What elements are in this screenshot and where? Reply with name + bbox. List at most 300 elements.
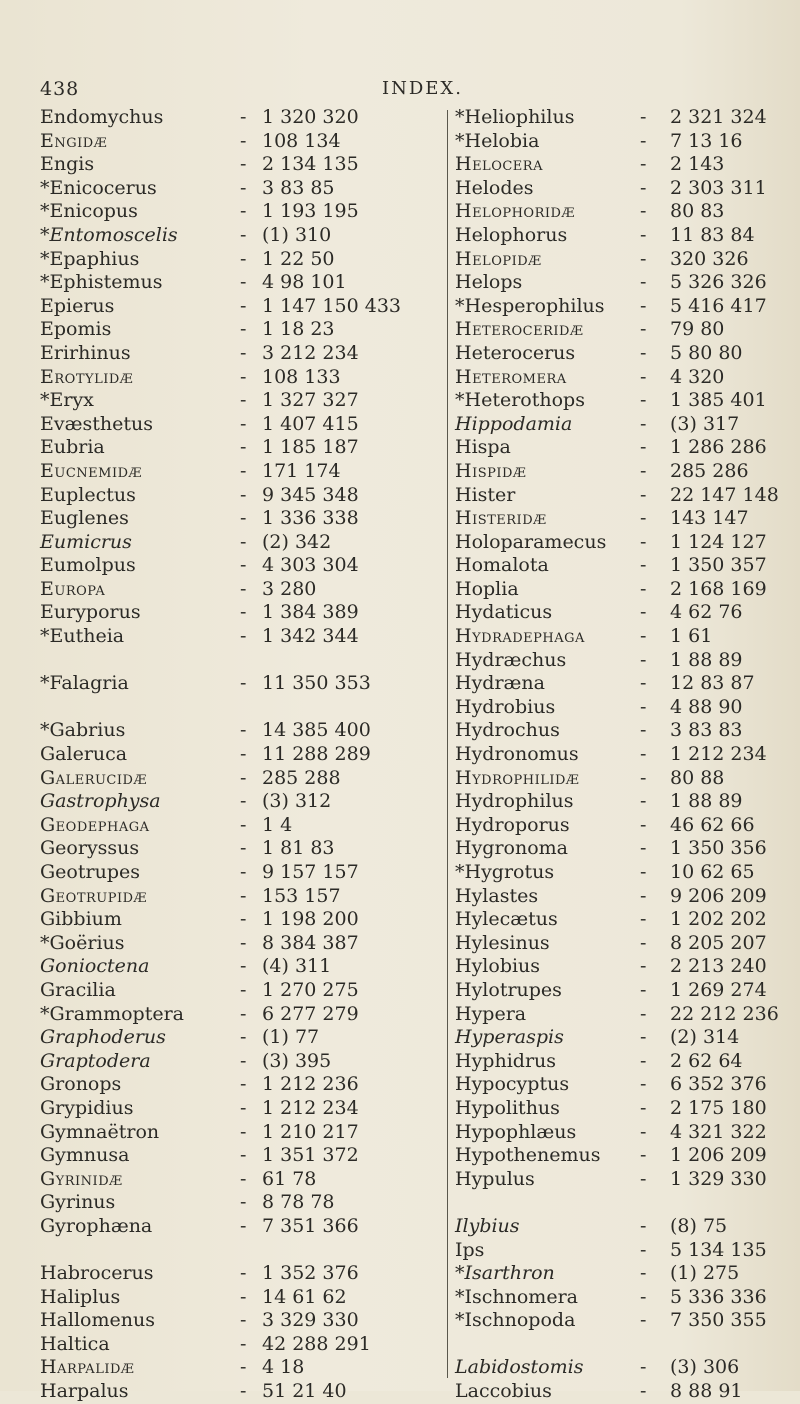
entry-name: *Hygrotus (455, 861, 555, 883)
index-entry (40, 1309, 440, 1333)
entry-references: 6 277 279 (262, 1002, 359, 1025)
leader-dash: - (640, 341, 647, 364)
leader-dash: - (240, 743, 247, 766)
leader-dash: - (640, 837, 647, 860)
index-entry (40, 1168, 440, 1192)
leader-dash: - (240, 625, 247, 648)
leader-dash: - (640, 790, 647, 813)
entry-name: Hyperaspis (455, 1026, 564, 1049)
entry-references: 1 212 234 (262, 1096, 359, 1119)
leader-dash: - (640, 1026, 647, 1049)
entry-name: Galeruca (40, 743, 128, 766)
entry-name: Hister (455, 483, 516, 506)
index-entry (40, 1144, 440, 1168)
entry-name: Gymnaëtron (40, 1120, 160, 1143)
index-entry (455, 932, 795, 956)
index-entry (455, 578, 795, 602)
index-entry (455, 318, 795, 342)
index-entry (40, 224, 440, 248)
leader-dash: - (640, 601, 647, 624)
index-entry (455, 672, 795, 696)
entry-references: 2 213 240 (670, 955, 767, 978)
index-entry (455, 531, 795, 555)
entry-references: 3 83 85 (262, 176, 335, 199)
leader-dash: - (640, 1120, 647, 1143)
leader-dash: - (240, 153, 247, 176)
leader-dash: - (640, 908, 647, 931)
entry-name: Harpalus (40, 1380, 129, 1403)
entry-references: 1 124 127 (670, 530, 767, 553)
leader-dash: - (640, 483, 647, 506)
leader-dash: - (640, 861, 647, 883)
entry-references: 12 83 87 (670, 672, 755, 695)
index-entry (455, 861, 795, 885)
index-entry (455, 1168, 795, 1192)
index-entry (40, 106, 440, 130)
leader-dash: - (240, 106, 247, 128)
entry-references: 1 61 (670, 625, 713, 648)
entry-references: 1 18 23 (262, 318, 335, 341)
entry-name: Graptodera (40, 1049, 151, 1072)
leader-dash: - (640, 200, 647, 223)
leader-dash: - (640, 271, 647, 294)
entry-references: 108 134 (262, 129, 341, 152)
entry-name: Hypolithus (455, 1096, 560, 1119)
entry-references: 1 88 89 (670, 790, 743, 813)
index-entry (40, 1003, 440, 1027)
entry-references: 6 352 376 (670, 1073, 767, 1096)
leader-dash: - (640, 436, 647, 459)
entry-name: Hydronomus (455, 743, 579, 766)
entry-references: 171 174 (262, 459, 341, 482)
index-entry (455, 389, 795, 413)
leader-dash: - (240, 271, 247, 294)
leader-dash: - (640, 1049, 647, 1072)
entry-references: 5 326 326 (670, 271, 767, 294)
entry-references: 2 62 64 (670, 1049, 743, 1072)
entry-references: 1 212 234 (670, 743, 767, 766)
index-entry (455, 295, 795, 319)
entry-references: 153 157 (262, 884, 341, 907)
index-entry (40, 1191, 440, 1215)
index-entry (40, 248, 440, 272)
entry-name: Helodes (455, 176, 534, 199)
entry-references: 4 321 322 (670, 1120, 767, 1143)
entry-name: *Helobia (455, 129, 540, 152)
entry-references: 3 329 330 (262, 1309, 359, 1332)
leader-dash: - (240, 1380, 247, 1403)
leader-dash: - (640, 743, 647, 766)
entry-references: 2 168 169 (670, 577, 767, 600)
entry-references: 8 384 387 (262, 931, 359, 954)
entry-references: 1 81 83 (262, 837, 335, 860)
index-entry (40, 814, 440, 838)
leader-dash: - (640, 1002, 647, 1025)
index-entry (455, 814, 795, 838)
leader-dash: - (640, 129, 647, 152)
entry-name: Gastrophysa (40, 790, 161, 813)
entry-name: Hypophlæus (455, 1120, 577, 1143)
entry-name: *Ischnopoda (455, 1309, 576, 1332)
entry-references: 1 329 330 (670, 1167, 767, 1190)
entry-name: Hispa (455, 436, 511, 459)
page-title: INDEX. (382, 78, 463, 99)
entry-references: 1 22 50 (262, 247, 335, 270)
entry-references: 1 384 389 (262, 601, 359, 624)
entry-name: Ips (455, 1238, 485, 1261)
index-entry (40, 1239, 440, 1263)
index-entry (455, 696, 795, 720)
leader-dash: - (240, 389, 247, 412)
leader-dash: - (640, 153, 647, 176)
entry-references: 2 175 180 (670, 1096, 767, 1119)
entry-references: (1) 77 (262, 1026, 320, 1049)
entry-name: Engis (40, 153, 95, 176)
entry-references: 1 350 357 (670, 554, 767, 577)
entry-references: (3) 306 (670, 1356, 740, 1379)
leader-dash: - (640, 648, 647, 671)
leader-dash: - (240, 1144, 247, 1167)
entry-references: 1 210 217 (262, 1120, 359, 1143)
leader-dash: - (240, 223, 247, 246)
index-entry (455, 767, 795, 791)
leader-dash: - (640, 1380, 647, 1403)
index-entry (40, 531, 440, 555)
entry-references: 9 206 209 (670, 884, 767, 907)
entry-name: Gronops (40, 1073, 122, 1096)
entry-name: Geotrupidæ (40, 884, 148, 907)
entry-references: 42 288 291 (262, 1332, 371, 1355)
index-entry (40, 1073, 440, 1097)
entry-name: *Grammoptera (40, 1002, 185, 1025)
entry-references: 1 202 202 (670, 908, 767, 931)
index-entry (455, 1286, 795, 1310)
leader-dash: - (640, 813, 647, 836)
entry-name: Hydrophilus (455, 790, 574, 813)
entry-references: 320 326 (670, 247, 749, 270)
entry-name: *Heliophilus (455, 106, 575, 128)
entry-name: *Enicopus (40, 200, 138, 223)
entry-references: (2) 342 (262, 530, 332, 553)
entry-references: 7 350 355 (670, 1309, 767, 1332)
entry-references: 4 62 76 (670, 601, 743, 624)
leader-dash: - (240, 1285, 247, 1308)
entry-references: 1 270 275 (262, 978, 359, 1001)
entry-name: Hydrochus (455, 719, 560, 742)
entry-references: 9 157 157 (262, 861, 359, 883)
index-entry (455, 554, 795, 578)
leader-dash: - (240, 554, 247, 577)
entry-references: 4 320 (670, 365, 725, 388)
leader-dash: - (240, 436, 247, 459)
index-entry (40, 1097, 440, 1121)
entry-references: 8 88 91 (670, 1380, 743, 1403)
entry-name: Georyssus (40, 837, 140, 860)
entry-name: Heterocerus (455, 341, 576, 364)
leader-dash: - (640, 1285, 647, 1308)
index-entry (455, 1003, 795, 1027)
leader-dash: - (640, 1238, 647, 1261)
entry-references: 1 198 200 (262, 908, 359, 931)
leader-dash: - (640, 1096, 647, 1119)
leader-dash: - (240, 1191, 247, 1214)
index-entry (455, 908, 795, 932)
entry-references: 2 134 135 (262, 153, 359, 176)
entry-references: 2 321 324 (670, 106, 767, 128)
leader-dash: - (240, 459, 247, 482)
leader-dash: - (240, 341, 247, 364)
entry-references: (3) 317 (670, 412, 740, 435)
entry-name: Euglenes (40, 507, 129, 530)
entry-references: 3 83 83 (670, 719, 743, 742)
leader-dash: - (240, 247, 247, 270)
entry-references: 3 280 (262, 577, 317, 600)
page-header (0, 78, 800, 108)
entry-name: Hylecætus (455, 908, 558, 931)
index-entry (455, 1309, 795, 1333)
entry-name: Euryporus (40, 601, 141, 624)
entry-references: 1 336 338 (262, 507, 359, 530)
entry-references: 5 336 336 (670, 1285, 767, 1308)
leader-dash: - (240, 1332, 247, 1355)
entry-references: 11 83 84 (670, 223, 755, 246)
leader-dash: - (240, 1073, 247, 1096)
index-entry (455, 1380, 795, 1404)
entry-references: 79 80 (670, 318, 725, 341)
entry-references: 14 61 62 (262, 1285, 347, 1308)
index-entry (40, 1050, 440, 1074)
entry-references: 61 78 (262, 1167, 317, 1190)
entry-references: 143 147 (670, 507, 749, 530)
entry-references: 2 143 (670, 153, 725, 176)
entry-name: *Gabrius (40, 719, 126, 742)
index-entry (455, 436, 795, 460)
leader-dash: - (640, 412, 647, 435)
entry-name: Helophorus (455, 223, 568, 246)
index-entry (40, 389, 440, 413)
index-entry (455, 1121, 795, 1145)
index-entry (40, 908, 440, 932)
entry-references: 46 62 66 (670, 813, 755, 836)
leader-dash: - (240, 176, 247, 199)
entry-name: *Falagria (40, 672, 129, 695)
entry-name: Eumicrus (40, 530, 132, 553)
entry-name: Gyrinus (40, 1191, 116, 1214)
leader-dash: - (640, 1073, 647, 1096)
index-entry (455, 955, 795, 979)
entry-references: 2 303 311 (670, 176, 767, 199)
entry-name: Hydroporus (455, 813, 570, 836)
leader-dash: - (640, 365, 647, 388)
entry-name: Gracilia (40, 978, 116, 1001)
entry-name: Evæsthetus (40, 412, 153, 435)
entry-references: 1 320 320 (262, 106, 359, 128)
index-entry (455, 1050, 795, 1074)
entry-name: Endomychus (40, 106, 164, 128)
leader-dash: - (640, 884, 647, 907)
leader-dash: - (240, 294, 247, 317)
index-entry (40, 955, 440, 979)
leader-dash: - (240, 1096, 247, 1119)
entry-references: (1) 275 (670, 1262, 740, 1285)
entry-name: *Eryx (40, 389, 94, 412)
leader-dash: - (240, 365, 247, 388)
entry-name: Hispidæ (455, 459, 527, 482)
entry-references: 4 18 (262, 1356, 305, 1379)
leader-dash: - (240, 1356, 247, 1379)
entry-references: 285 288 (262, 766, 341, 789)
entry-references: 1 88 89 (670, 648, 743, 671)
entry-references: 1 206 209 (670, 1144, 767, 1167)
index-entry (455, 625, 795, 649)
leader-dash: - (640, 955, 647, 978)
index-entry (455, 1356, 795, 1380)
entry-name: Eubria (40, 436, 105, 459)
leader-dash: - (240, 978, 247, 1001)
index-entry (40, 767, 440, 791)
entry-name: Hypothenemus (455, 1144, 601, 1167)
entry-name: Heteromera (455, 365, 567, 388)
index-entry (455, 484, 795, 508)
index-entry (40, 413, 440, 437)
index-entry (40, 318, 440, 342)
index-entry (40, 790, 440, 814)
index-entry (455, 885, 795, 909)
entry-name: Hippodamia (455, 412, 573, 435)
entry-name: Laccobius (455, 1380, 552, 1403)
index-entry (40, 436, 440, 460)
entry-references: 1 286 286 (670, 436, 767, 459)
entry-name: Ilybius (455, 1214, 520, 1237)
index-entry (455, 342, 795, 366)
entry-references: 80 83 (670, 200, 725, 223)
entry-name: Epomis (40, 318, 112, 341)
index-entry (455, 1026, 795, 1050)
leader-dash: - (240, 530, 247, 553)
entry-references: 7 351 366 (262, 1214, 359, 1237)
leader-dash: - (240, 790, 247, 813)
entry-name: Helopidæ (455, 247, 542, 270)
entry-name: *Epaphius (40, 247, 140, 270)
entry-references: 1 193 195 (262, 200, 359, 223)
leader-dash: - (240, 483, 247, 506)
leader-dash: - (640, 1167, 647, 1190)
entry-name: Hylesinus (455, 931, 550, 954)
index-entry (455, 248, 795, 272)
leader-dash: - (640, 1262, 647, 1285)
entry-name: Hydræchus (455, 648, 567, 671)
index-entry (40, 979, 440, 1003)
leader-dash: - (240, 837, 247, 860)
entry-name: Labidostomis (455, 1356, 584, 1379)
entry-name: *Isarthron (455, 1262, 555, 1285)
entry-name: Hypera (455, 1002, 527, 1025)
entry-name: *Hesperophilus (455, 294, 605, 317)
entry-name: Europa (40, 577, 106, 600)
entry-name: Eumolpus (40, 554, 136, 577)
index-entry (40, 342, 440, 366)
leader-dash: - (240, 412, 247, 435)
entry-references: 1 327 327 (262, 389, 359, 412)
entry-name: Histeridæ (455, 507, 547, 530)
index-entry (40, 1262, 440, 1286)
leader-dash: - (240, 955, 247, 978)
index-entry (455, 200, 795, 224)
entry-references: 4 303 304 (262, 554, 359, 577)
entry-references: 5 80 80 (670, 341, 743, 364)
leader-dash: - (640, 1309, 647, 1332)
index-entry (40, 1026, 440, 1050)
entry-name: Geotrupes (40, 861, 140, 883)
entry-references: 3 212 234 (262, 341, 359, 364)
index-entry (40, 271, 440, 295)
leader-dash: - (640, 577, 647, 600)
index-entry (40, 1286, 440, 1310)
entry-references: (3) 395 (262, 1049, 332, 1072)
entry-references: 1 185 187 (262, 436, 359, 459)
entry-references: 7 13 16 (670, 129, 743, 152)
entry-name: *Entomoscelis (40, 223, 178, 246)
entry-references: (2) 314 (670, 1026, 740, 1049)
index-entry (40, 837, 440, 861)
entry-name: Hoplia (455, 577, 519, 600)
leader-dash: - (240, 577, 247, 600)
leader-dash: - (640, 507, 647, 530)
page-number: 438 (40, 78, 80, 100)
entry-references: 1 4 (262, 813, 293, 836)
entry-name: Eucnemidæ (40, 459, 143, 482)
entry-references: (8) 75 (670, 1214, 728, 1237)
entry-references: 1 212 236 (262, 1073, 359, 1096)
entry-name: Hydrobius (455, 695, 556, 718)
index-entry (40, 153, 440, 177)
index-entry (455, 719, 795, 743)
index-entry (40, 649, 440, 673)
entry-name: Hydradephaga (455, 625, 585, 648)
leader-dash: - (640, 459, 647, 482)
entry-name: Gyrophæna (40, 1214, 153, 1237)
index-entry (40, 177, 440, 201)
entry-references: (1) 310 (262, 223, 332, 246)
entry-name: Erirhinus (40, 341, 131, 364)
index-entry (455, 1097, 795, 1121)
entry-name: Gymnusa (40, 1144, 130, 1167)
leader-dash: - (640, 1356, 647, 1379)
index-entry (40, 719, 440, 743)
entry-references: 285 286 (670, 459, 749, 482)
index-entry (455, 460, 795, 484)
entry-name: Helops (455, 271, 523, 294)
index-entry (40, 672, 440, 696)
index-entry (455, 177, 795, 201)
index-entry (40, 696, 440, 720)
index-entry (40, 578, 440, 602)
leader-dash: - (240, 813, 247, 836)
index-entry (40, 861, 440, 885)
entry-name: Geodephaga (40, 813, 150, 836)
leader-dash: - (640, 672, 647, 695)
index-entry (455, 979, 795, 1003)
leader-dash: - (240, 672, 247, 695)
leader-dash: - (640, 625, 647, 648)
entry-name: Gyrinidæ (40, 1167, 123, 1190)
entry-references: (3) 312 (262, 790, 332, 813)
index-entry (455, 1262, 795, 1286)
entry-name: Hydaticus (455, 601, 553, 624)
entry-name: Hygronoma (455, 837, 569, 860)
entry-name: Gonioctena (40, 955, 150, 978)
index-entry (455, 743, 795, 767)
